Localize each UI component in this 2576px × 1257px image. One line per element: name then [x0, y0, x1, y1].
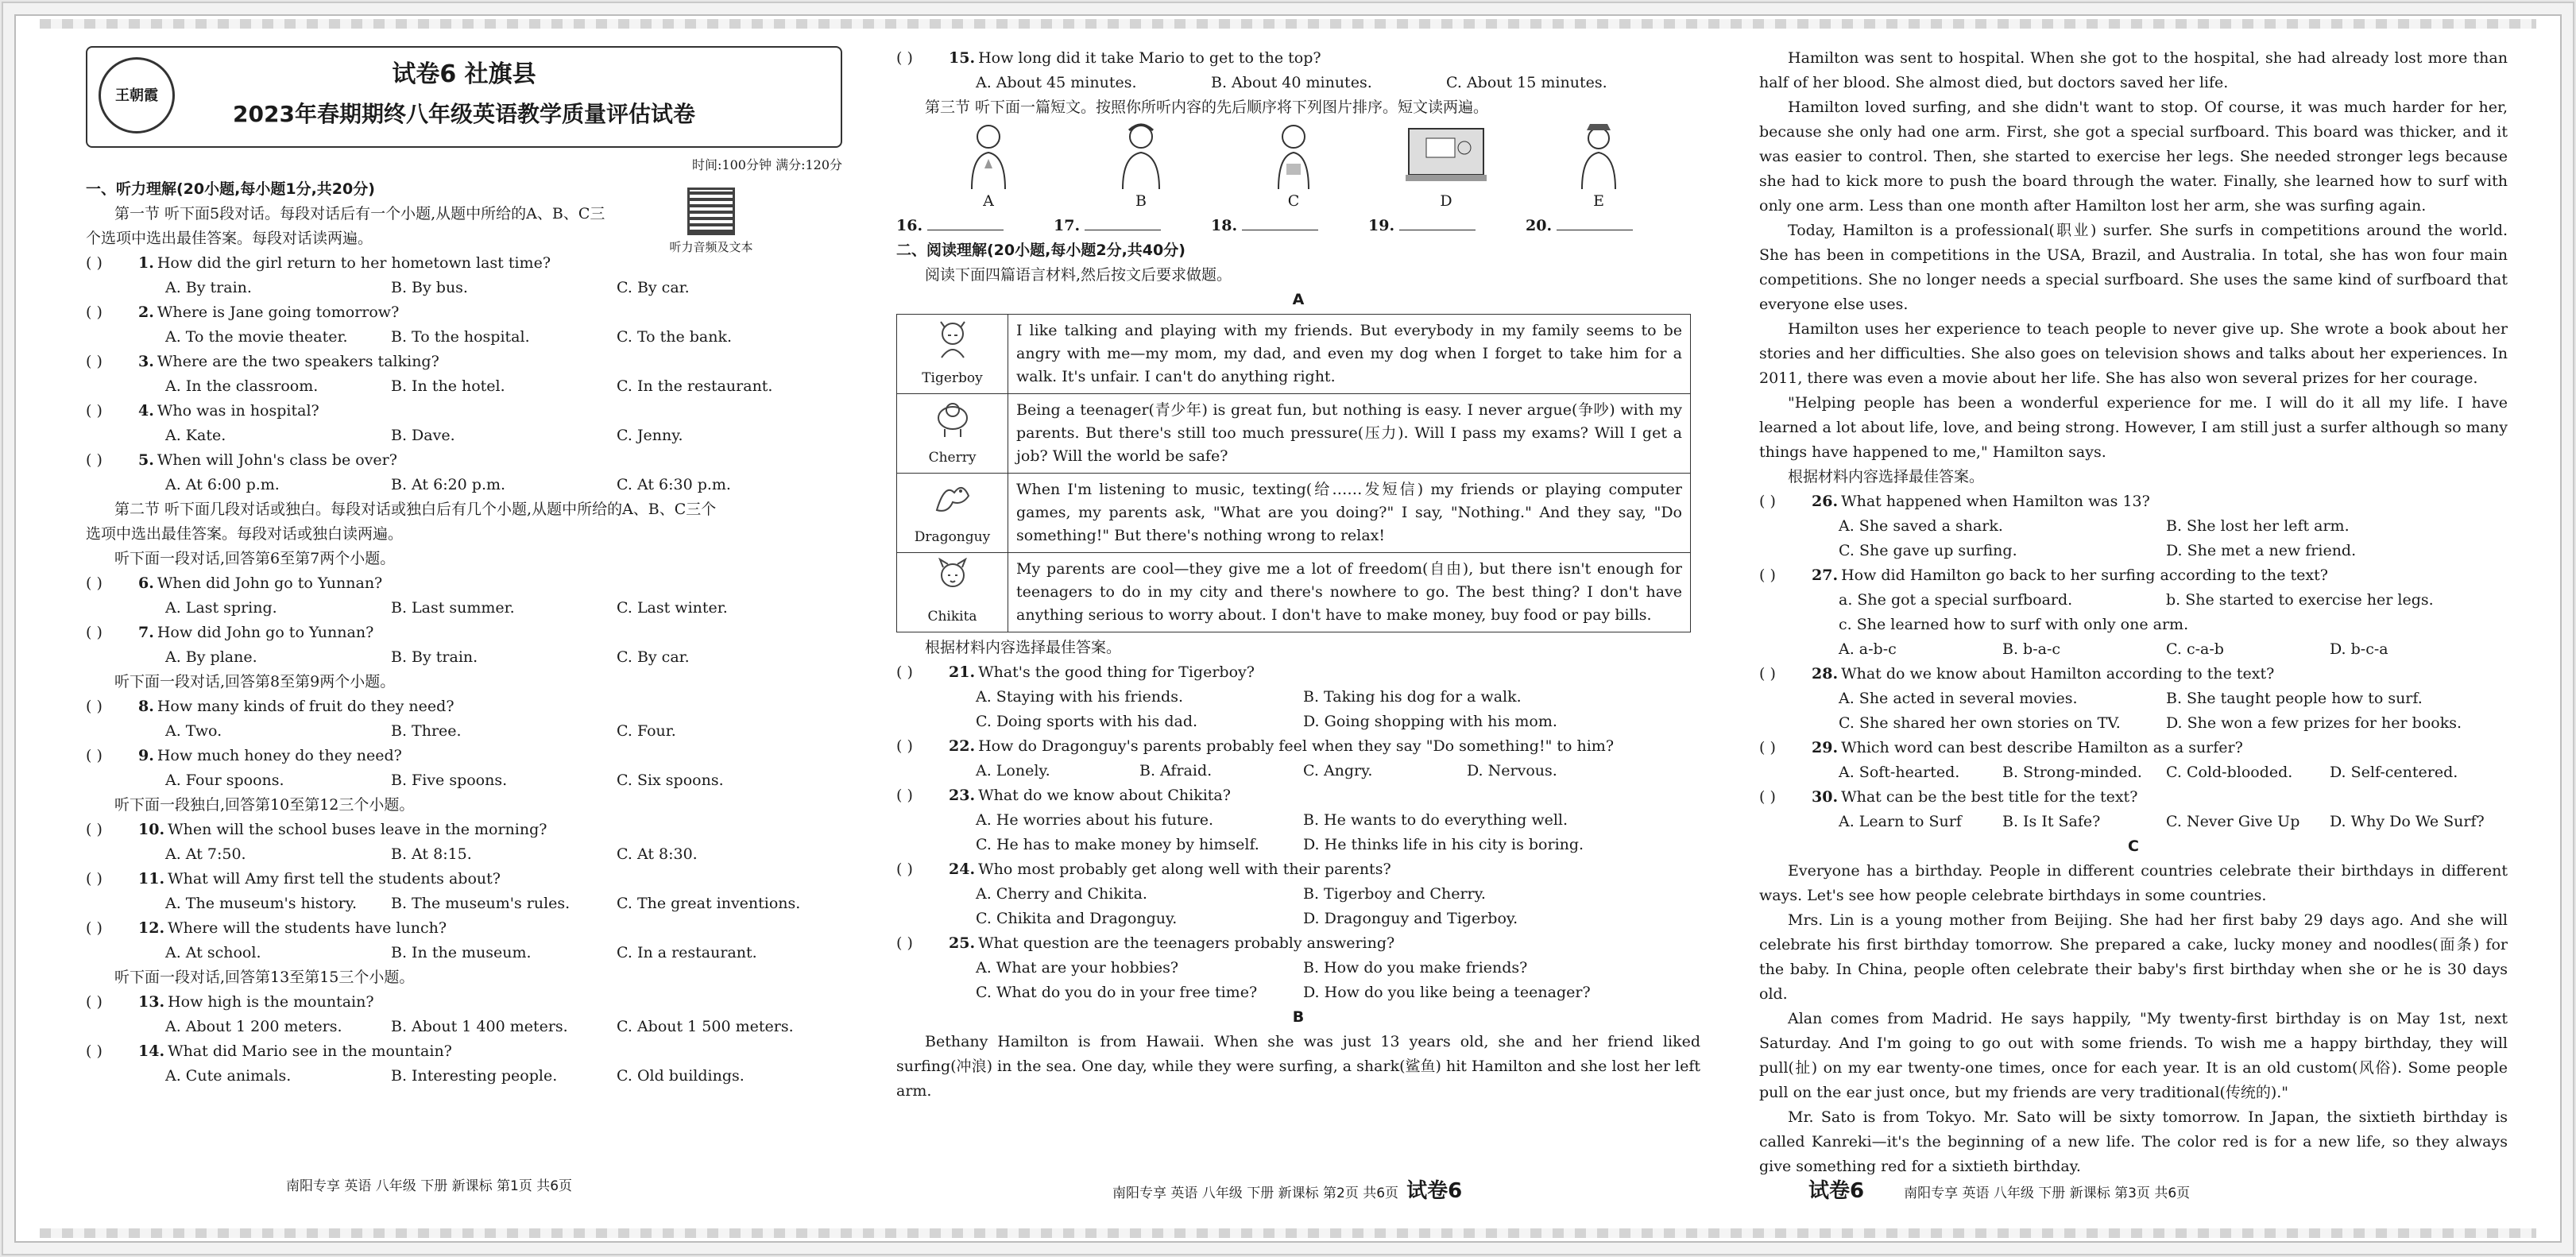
options-2: A. To the movie theater. B. To the hospital. C. To the bank.: [165, 328, 733, 346]
picture-c: C: [1234, 121, 1353, 214]
question-26: ( ) 26. What happened when Hamilton was 13?: [1759, 493, 2150, 510]
options-10: A. At 7:50. B. At 8:15. C. At 8:30.: [165, 845, 698, 863]
options-6: A. Last spring. B. Last summer. C. Last winter.: [165, 599, 728, 617]
passage-b-paragraph-3: Hamilton loved surfing, and she didn't want to stop. Of course, it was much harder for her, because she only had one arm. First, she got a special surfboard. This board was thicker, and it was easier to control. Then, she started to exercise her legs. She needed stronger legs because she had to kick more to push the board through the water. Finally, she learned how to surf with only one arm. Less than one month after Hamilton lost her arm, she was surfing again.: [1759, 99, 2508, 215]
question-12: ( ) 12. Where will the students have lunch?: [86, 919, 447, 937]
table-row: Cherry Being a teenager(青少年) is great fun, but nothing is easy. I never argue(争吵) with my parents. But there's still too much pressure(压力). Will I pass my exams? Will I get a job? Will the world be safe?: [897, 394, 1691, 474]
question-4: ( ) 4. Who was in hospital?: [86, 402, 319, 420]
question-10: ( ) 10. When will the school buses leave in the morning?: [86, 821, 547, 838]
question-5: ( ) 5. When will John's class be over?: [86, 451, 397, 469]
picture-b: B: [1081, 121, 1201, 214]
note-10-12: 听下面一段独白,回答第10至第12三个小题。: [114, 796, 415, 814]
table-row: Chikita My parents are cool—they give me a lot of freedom(自由), but there isn't enough for teenagers to do in my city and there's nowhere to go. The best thing? I don't have anything serious to worry about. I don't have to make money, buy food or pay bills.: [897, 553, 1691, 632]
passage-c-label: C: [2128, 837, 2139, 855]
qr-code-icon: [687, 188, 735, 235]
question-6: ( ) 6. When did John go to Yunnan?: [86, 574, 383, 592]
person-icon: [1571, 121, 1626, 189]
note-6-7: 听下面一段对话,回答第6至第7两个小题。: [114, 550, 396, 567]
computer-desk-icon: [1402, 121, 1490, 189]
dragon-icon: [930, 478, 975, 518]
question-8: ( ) 8. How many kinds of fruit do they need?: [86, 698, 454, 715]
passage-c-paragraph-3: Alan comes from Madrid. He says happily, "My twenty-first birthday is on May 1st, next Saturday. And I'm going to go out with some friends. To wish me a happy birthday, they will pull(扯) on my ear twenty-one times, once for each year. It is an old custom(风俗). Some people pull on the ear just once, but my friends are very traditional(传统的).": [1759, 1010, 2508, 1101]
passage-b-paragraph-5: Hamilton uses her experience to teach people to never give up. She wrote a book about her stories and her difficulties. She also goes on television shows and talks about her experiences. In 2011, there was even a movie about her life. She has also won several prizes for her courage.: [1759, 320, 2508, 387]
question-21: ( ) 21. What's the good thing for Tigerboy?: [896, 663, 1255, 681]
footer-page-2: 南阳专享 英语 八年级 下册 新课标 第2页 共6页 试卷6: [1112, 1179, 1463, 1203]
cat-icon: [930, 558, 975, 598]
question-24: ( ) 24. Who most probably get along well with their parents?: [896, 861, 1391, 878]
person-icon: [1266, 121, 1321, 189]
question-9: ( ) 9. How much honey do they need?: [86, 747, 402, 764]
person-icon: [1113, 121, 1169, 189]
options-23b: C. He has to make money by himself. D. He thinks life in his city is boring.: [976, 836, 1584, 853]
reading-intro: 阅读下面四篇语言材料,然后按文后要求做题。: [925, 266, 1232, 284]
picture-row: [912, 120, 1675, 214]
part2-intro: 第二节 听下面几段对话或独白。每段对话或独白后有几个小题,从题中所给的A、B、C三个: [114, 501, 717, 518]
passage-b-paragraph-4: Today, Hamilton is a professional(职业) surfer. She surfs in competitions around the world. She has been in competitions in the USA, Brazil, and Australia. In total, she has won four main competitions. She no longer needs a special surfboard. She uses the same kind of surfboard that everyone else uses.: [1759, 222, 2508, 313]
options-3: A. In the classroom. B. In the hotel. C. In the restaurant.: [165, 377, 773, 395]
options-28b: C. She shared her own stories on TV. D. She won a few prizes for her books.: [1839, 714, 2462, 732]
passage-b-paragraph-2: Hamilton was sent to hospital. When she got to the hospital, she had already lost more than half of her blood. She almost died, but doctors saved her life.: [1759, 49, 2508, 91]
options-9: A. Four spoons. B. Five spoons. C. Six spoons.: [165, 772, 724, 789]
question-3: ( ) 3. Where are the two speakers talking?: [86, 353, 439, 370]
question-30: ( ) 30. What can be the best title for the text?: [1759, 788, 2138, 806]
options-28: A. She acted in several movies. B. She taught people how to surf.: [1839, 690, 2423, 707]
options-15: A. About 45 minutes. B. About 40 minutes. C. About 15 minutes.: [976, 74, 1607, 91]
exam-tag: 试卷6: [1808, 1179, 1865, 1203]
part1-intro: 第一节 听下面5段对话。每段对话后有一个小题,从题中所给的A、B、C三: [114, 205, 605, 222]
question-15: ( ) 15. How long did it take Mario to get to the top?: [896, 49, 1321, 67]
question-25: ( ) 25. What question are the teenagers probably answering?: [896, 934, 1395, 952]
options-13: A. About 1 200 meters. B. About 1 400 meters. C. About 1 500 meters.: [165, 1018, 794, 1035]
options-24: A. Cherry and Chikita. B. Tigerboy and Cherry.: [976, 885, 1486, 903]
reading-section-title: 二、阅读理解(20小题,每小题2分,共40分): [896, 242, 1186, 259]
options-26b: C. She gave up surfing. D. She met a new friend.: [1839, 542, 2357, 559]
passage-b-label: B: [1292, 1008, 1305, 1026]
picture-e: E: [1539, 121, 1658, 214]
exam-title-2: 2023年春期期终八年级英语教学质量评估试卷: [233, 101, 695, 127]
column-2: [896, 46, 1700, 1104]
options-14: A. Cute animals. B. Interesting people. C. Old buildings.: [165, 1067, 745, 1085]
footer-page-3: 试卷6 南阳专享 英语 八年级 下册 新课标 第3页 共6页: [1808, 1179, 2191, 1203]
passage-a-label: A: [1292, 291, 1305, 308]
part1-intro-2: 个选项中选出最佳答案。每段对话读两遍。: [86, 230, 373, 247]
question-23: ( ) 23. What do we know about Chikita?: [896, 787, 1231, 804]
options-22: A. Lonely. B. Afraid. C. Angry. D. Nervous.: [976, 762, 1557, 779]
qr-code[interactable]: [664, 188, 758, 255]
question-2: ( ) 2. Where is Jane going tomorrow?: [86, 304, 400, 321]
question-14: ( ) 14. What did Mario see in the mountain?: [86, 1042, 452, 1060]
person-icon: [961, 121, 1016, 189]
picture-a: A: [929, 121, 1048, 214]
options-30: A. Learn to Surf B. Is It Safe? C. Never Give Up D. Why Do We Surf?: [1839, 813, 2485, 830]
note-8-9: 听下面一段对话,回答第8至第9两个小题。: [114, 673, 396, 690]
options-27: A. a-b-c B. b-a-c C. c-a-b D. b-c-a: [1839, 640, 2388, 658]
passage-b-paragraph-6: "Helping people has been a wonderful experience for me. I will do it all my life. I have learned a lot about life, love, and being strong. However, I am still just a surfer although so many things have happened to me," Hamilton says.: [1759, 394, 2508, 461]
passage-c-paragraph-2: Mrs. Lin is a young mother from Beijing. She had her first baby 29 days ago. And she will celebrate his first birthday tomorrow. She prepared a cake, lucky money and noodles(面条) for the baby. In China, people often celebrate their baby's first birthday when she or he is 30 days old.: [1759, 911, 2508, 1003]
choose-note: 根据材料内容选择最佳答案。: [925, 639, 1122, 656]
listening-section-title: 一、听力理解(20小题,每小题1分,共20分): [86, 180, 375, 198]
question-11: ( ) 11. What will Amy first tell the students about?: [86, 870, 501, 888]
tiger-icon: [930, 319, 975, 359]
options-5: A. At 6:00 p.m. B. At 6:20 p.m. C. At 6:30 p.m.: [165, 476, 731, 493]
picture-d: D: [1387, 121, 1506, 214]
options-8: A. Two. B. Three. C. Four.: [165, 722, 676, 740]
passage-c-paragraph-4: Mr. Sato is from Tokyo. Mr. Sato will be sixty tomorrow. In Japan, the sixtieth birthday is called Kanreki—it's the beginning of a new life. The color red is for a new life, so they always give something red for a sixtieth birthday.: [1759, 1108, 2508, 1175]
question-7: ( ) 7. How did John go to Yunnan?: [86, 624, 374, 641]
options-24b: C. Chikita and Dragonguy. D. Dragonguy and Tigerboy.: [976, 910, 1518, 927]
top-wave-border: [40, 19, 2536, 29]
options-12: A. At school. B. In the museum. C. In a restaurant.: [165, 944, 757, 961]
question-27: ( ) 27. How did Hamilton go back to her surfing according to the text?: [1759, 567, 2328, 584]
answer-blanks: 16. 17. 18. 19. 20.: [896, 214, 1700, 238]
sheep-icon: [930, 399, 975, 439]
footer-page-1: 南阳专享 英语 八年级 下册 新课标 第1页 共6页: [286, 1178, 573, 1194]
passage-c-paragraph-1: Everyone has a birthday. People in different countries celebrate their birthdays in different ways. Let's see how people celebrate birthdays in some countries.: [1759, 862, 2508, 904]
table-row: Tigerboy I like talking and playing with my friends. But everybody in my family seems to be angry with me—my mom, my dad, and even my dog when I forget to take him for a walk. It's unfair. I can't do anything right.: [897, 315, 1691, 394]
sub-items-27b: c. She learned how to surf with only one arm.: [1839, 616, 2189, 633]
sub-items-27: a. She got a special surfboard. b. She started to exercise her legs.: [1839, 591, 2434, 609]
options-23: A. He worries about his future. B. He wants to do everything well.: [976, 811, 1568, 829]
bottom-wave-border: [40, 1228, 2536, 1238]
question-22: ( ) 22. How do Dragonguy's parents probably feel when they say "Do something!" to him?: [896, 737, 1615, 755]
question-1: ( ) 1. How did the girl return to her hometown last time?: [86, 254, 551, 272]
options-26: A. She saved a shark. B. She lost her left arm.: [1839, 517, 2350, 535]
column-3: [1759, 46, 2508, 1179]
time-info: 时间:100分钟 满分:120分: [692, 157, 842, 172]
options-21b: C. Doing sports with his dad. D. Going shopping with his mom.: [976, 713, 1557, 730]
options-11: A. The museum's history. B. The museum's rules. C. The great inventions.: [165, 895, 801, 912]
exam-title-1: 试卷6 社旗县: [392, 60, 536, 88]
options-7: A. By plane. B. By train. C. By car.: [165, 648, 690, 666]
options-1: A. By train. B. By bus. C. By car.: [165, 279, 690, 296]
exam-tag: 试卷6: [1406, 1179, 1463, 1203]
part2-intro-2: 选项中选出最佳答案。每段对话或独白读两遍。: [86, 525, 404, 543]
publisher-logo: 王朝霞: [99, 57, 175, 133]
table-row: Dragonguy When I'm listening to music, texting(给……发短信) my friends or playing computer games, my parents ask, "What are you doing?" I say, "Nothing." And they say, "Do something!" But there's nothing wrong to relax!: [897, 474, 1691, 553]
note-13-15: 听下面一段对话,回答第13至第15三个小题。: [114, 969, 415, 986]
title-box: [86, 46, 842, 148]
options-25: A. What are your hobbies? B. How do you make friends?: [976, 959, 1528, 977]
question-13: ( ) 13. How high is the mountain?: [86, 993, 374, 1011]
qr-label: 听力音频及文本: [669, 240, 753, 254]
passage-a-table: [896, 314, 1691, 632]
options-29: A. Soft-hearted. B. Strong-minded. C. Cold-blooded. D. Self-centered.: [1839, 764, 2458, 781]
b-choose-note: 根据材料内容选择最佳答案。: [1788, 468, 1985, 485]
options-4: A. Kate. B. Dave. C. Jenny.: [165, 427, 683, 444]
options-25b: C. What do you do in your free time? D. How do you like being a teenager?: [976, 984, 1591, 1001]
passage-b-paragraph-1: Bethany Hamilton is from Hawaii. When she was just 13 years old, she and her friend liked surfing(冲浪) in the sea. One day, while they were surfing, a shark(鲨鱼) hit Hamilton and she lost her left arm.: [896, 1033, 1700, 1100]
question-28: ( ) 28. What do we know about Hamilton according to the text?: [1759, 665, 2275, 683]
question-29: ( ) 29. Which word can best describe Hamilton as a surfer?: [1759, 739, 2243, 756]
options-21: A. Staying with his friends. B. Taking his dog for a walk.: [976, 688, 1522, 706]
part3-intro: 第三节 听下面一篇短文。按照你所听内容的先后顺序将下列图片排序。短文读两遍。: [925, 99, 1489, 116]
